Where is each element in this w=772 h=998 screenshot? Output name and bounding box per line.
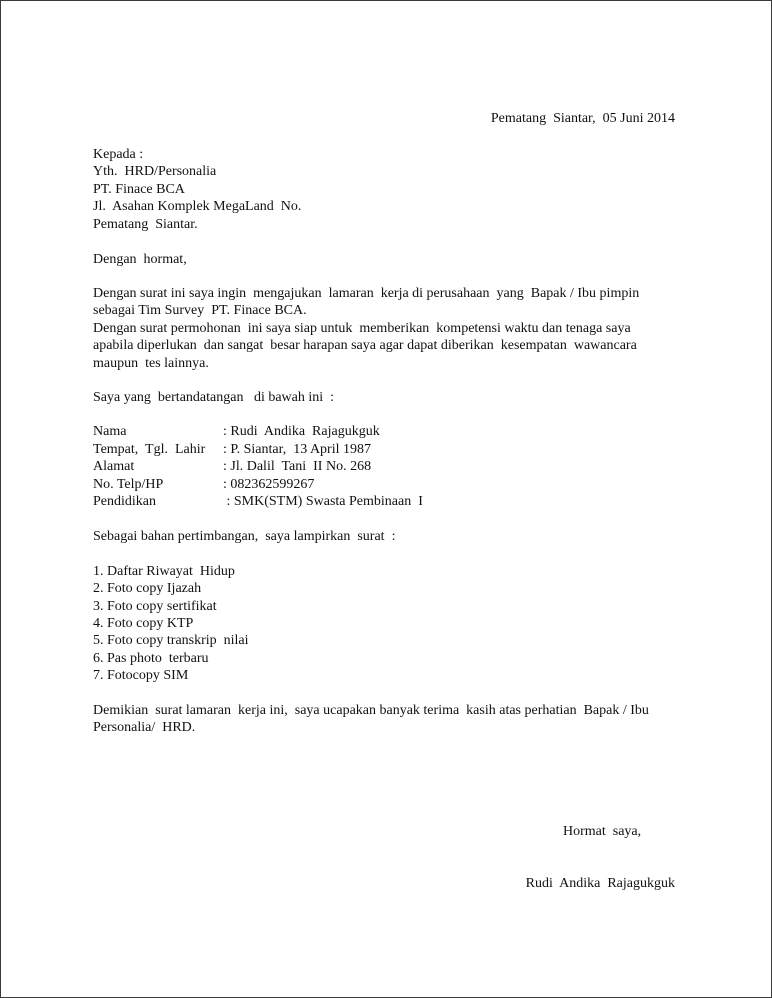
place-date: Pematang Siantar, 05 Juni 2014 <box>490 111 675 126</box>
attachment-item: 7. Fotocopy SIM <box>93 668 189 683</box>
field-label-phone: No. Telp/HP <box>93 477 164 492</box>
field-label-education: Pendidikan <box>93 494 156 509</box>
salutation: Dengan hormat, <box>93 252 187 267</box>
field-label-name: Nama <box>93 424 127 439</box>
field-label-birth: Tempat, Tgl. Lahir <box>93 442 206 457</box>
attachment-item: 2. Foto copy Ijazah <box>93 581 202 596</box>
signer-intro: Saya yang bertandatangan di bawah ini : <box>93 390 335 405</box>
intro-line: sebagai Tim Survey PT. Finace BCA. <box>93 303 307 318</box>
field-value-phone: : 082362599267 <box>223 477 315 492</box>
attachment-item: 5. Foto copy transkrip nilai <box>93 633 249 648</box>
recipient-line: PT. Finace BCA <box>93 182 185 197</box>
signature-name: Rudi Andika Rajagukguk <box>525 876 675 891</box>
intro-line: Dengan surat permohonan ini saya siap untuk memberikan kompetensi waktu dan tenaga saya <box>93 321 631 336</box>
recipient-line: Jl. Asahan Komplek MegaLand No. <box>93 199 302 214</box>
recipient-line: Yth. HRD/Personalia <box>93 164 217 179</box>
intro-line: Dengan surat ini saya ingin mengajukan lamaran kerja di perusahaan yang Bapak / Ibu pimpin <box>93 286 640 301</box>
field-value-birth: : P. Siantar, 13 April 1987 <box>223 442 371 457</box>
closing-line: Demikian surat lamaran kerja ini, saya ucapakan banyak terima kasih atas perhatian Bapak / Ibu <box>93 703 649 718</box>
attachments-intro: Sebagai bahan pertimbangan, saya lampirkan surat : <box>93 529 396 544</box>
intro-line: maupun tes lainnya. <box>93 356 209 371</box>
attachment-item: 1. Daftar Riwayat Hidup <box>93 564 235 579</box>
recipient-line: Kepada : <box>93 147 144 162</box>
field-value-address: : Jl. Dalil Tani II No. 268 <box>223 459 372 474</box>
field-value-name: : Rudi Andika Rajagukguk <box>223 424 380 439</box>
attachment-item: 4. Foto copy KTP <box>93 616 194 631</box>
intro-line: apabila diperlukan dan sangat besar harapan saya agar dapat diberikan kesempatan wawancara <box>93 338 637 353</box>
attachment-item: 3. Foto copy sertifikat <box>93 599 217 614</box>
recipient-line: Pematang Siantar. <box>93 217 198 232</box>
attachment-item: 6. Pas photo terbaru <box>93 651 209 666</box>
closing-line: Personalia/ HRD. <box>93 720 196 735</box>
field-value-education: : SMK(STM) Swasta Pembinaan I <box>223 494 423 509</box>
sign-off: Hormat saya, <box>563 824 642 839</box>
field-label-address: Alamat <box>93 459 135 474</box>
